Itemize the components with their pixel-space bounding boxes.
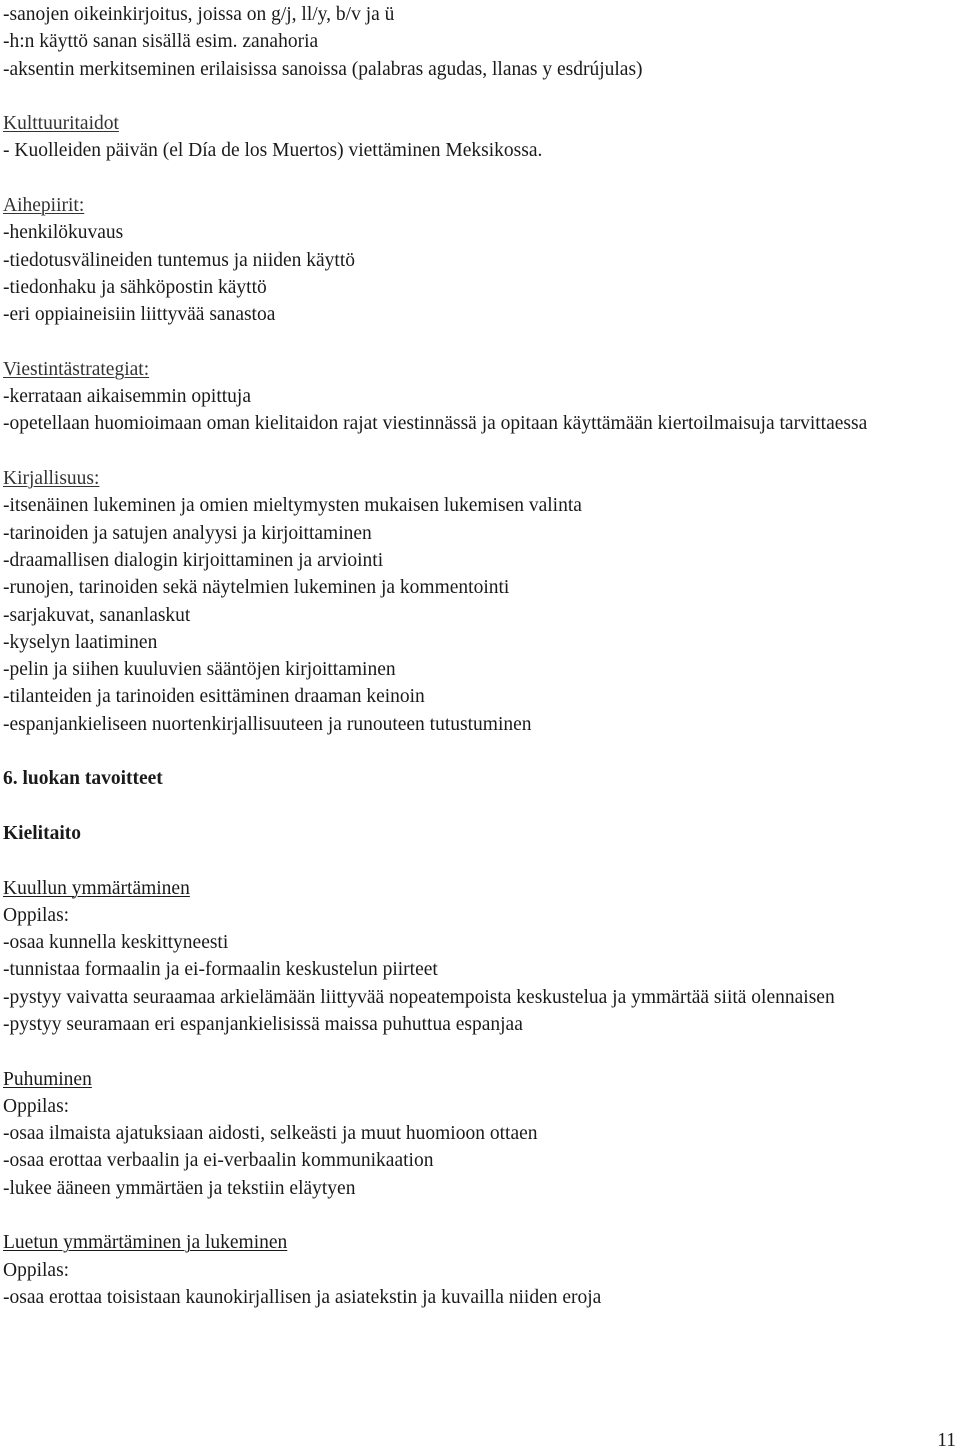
literature-item: -espanjankieliseen nuortenkirjallisuuteen ja runouteen tutustuminen	[3, 713, 532, 735]
literature-item: -tilanteiden ja tarinoiden esittäminen draaman keinoin	[3, 686, 425, 708]
strategies-item: -opetellaan huomioimaan oman kielitaidon rajat viestinnässä ja opitaan käyttämään kiertoilmaisuja tarvittaessa	[3, 413, 868, 435]
listening-item: -pystyy vaivatta seuraamaa arkielämään liittyvää nopeatempoista keskustelua ja ymmärtää siitä olennaisen	[3, 986, 835, 1008]
topics-item: -henkilökuvaus	[3, 222, 124, 244]
speaking-item: -osaa erottaa verbaalin ja ei-verbaalin kommunikaation	[3, 1150, 434, 1172]
speaking-item: -lukee ääneen ymmärtäen ja tekstiin eläytyen	[3, 1177, 356, 1199]
topics-item: -tiedonhaku ja sähköpostin käyttö	[3, 276, 267, 298]
culture-heading: Kulttuuritaidot	[3, 113, 119, 135]
literature-heading: Kirjallisuus:	[3, 468, 100, 490]
reading-label: Oppilas:	[3, 1259, 70, 1281]
topics-item: -eri oppiaineisiin liittyvää sanastoa	[3, 304, 276, 326]
listening-label: Oppilas:	[3, 904, 70, 926]
strategies-item: -kerrataan aikaisemmin opittuja	[3, 386, 251, 408]
literature-item: -pelin ja siihen kuuluvien sääntöjen kirjoittaminen	[3, 659, 396, 681]
reading-heading: Luetun ymmärtäminen ja lukeminen	[3, 1232, 288, 1254]
literature-item: -kyselyn laatiminen	[3, 631, 158, 653]
intro-line: -h:n käyttö sanan sisällä esim. zanahoria	[3, 31, 319, 53]
listening-item: -tunnistaa formaalin ja ei-formaalin keskustelun piirteet	[3, 959, 438, 981]
listening-item: -osaa kunnella keskittyneesti	[3, 932, 229, 954]
listening-item: -pystyy seuramaan eri espanjankielisissä maissa puhuttua espanjaa	[3, 1013, 523, 1035]
literature-item: -itsenäinen lukeminen ja omien mieltymysten mukaisen lukemisen valinta	[3, 495, 582, 517]
intro-line: -sanojen oikeinkirjoitus, joissa on g/j, ll/y, b/v ja ü	[3, 4, 395, 25]
intro-line: -aksentin merkitseminen erilaisissa sanoissa (palabras agudas, llanas y esdrújulas)	[3, 58, 643, 80]
grade-heading: 6. luokan tavoitteet	[3, 768, 163, 790]
literature-item: -runojen, tarinoiden sekä näytelmien lukeminen ja kommentointi	[3, 577, 510, 599]
document-page	[3, 0, 957, 1311]
culture-item: - Kuolleiden päivän (el Día de los Muertos) viettäminen Meksikossa.	[3, 140, 543, 162]
speaking-label: Oppilas:	[3, 1095, 70, 1117]
topics-heading: Aihepiirit:	[3, 195, 85, 217]
literature-item: -draamallisen dialogin kirjoittaminen ja arviointi	[3, 549, 384, 571]
strategies-heading: Viestintästrategiat:	[3, 358, 150, 380]
literature-item: -tarinoiden ja satujen analyysi ja kirjoittaminen	[3, 522, 372, 544]
page-number: 11	[937, 1430, 956, 1451]
speaking-item: -osaa ilmaista ajatuksiaan aidosti, selkeästi ja muut huomioon ottaen	[3, 1123, 538, 1145]
speaking-heading: Puhuminen	[3, 1068, 92, 1090]
topics-item: -tiedotusvälineiden tuntemus ja niiden käyttö	[3, 249, 356, 271]
literature-item: -sarjakuvat, sananlaskut	[3, 604, 191, 626]
listening-heading: Kuullun ymmärtäminen	[3, 877, 190, 899]
skill-heading: Kielitaito	[3, 822, 81, 844]
reading-item: -osaa erottaa toisistaan kaunokirjallisen ja asiatekstin ja kuvailla niiden eroja	[3, 1286, 602, 1308]
